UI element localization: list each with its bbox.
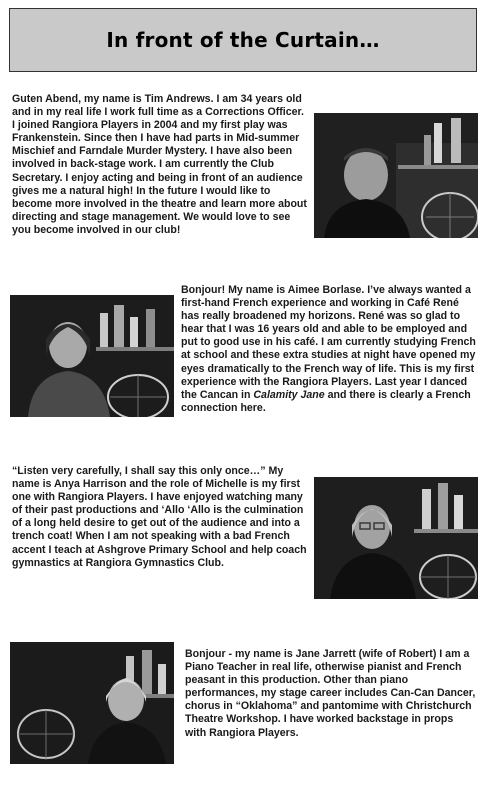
photo-tim-andrews [314, 113, 478, 238]
profile-tim-text: Guten Abend, my name is Tim Andrews. I am 34 years old and in my real life I work full time as a Corrections Officer. I joined Rangiora Players in 2004 and my first play was Frankenstein. Since then I have had parts in Mid-summer Mischief and Farndale Murder Mystery. I have also been involved in back-stage work. I am currently the Club Secretary. I enjoy acting and being in front of an audience gives me a natural high! In the future I would like to become more involved in the theatre and learn more about directing and stage management. We would love to see you become involved in our club! [12, 93, 307, 236]
calamity-jane-title: Calamity Jane [253, 388, 325, 401]
profile-anya-text: “Listen very carefully, I shall say this only once…” My name is Anya Harrison and the role of Michelle is my first one with Rangiora Players. I have enjoyed watching many of their past productions and ‘Allo ‘Allo is the culmination of a long held desire to get out of the audience and into a trench coat! When I am not speaking with a bad French accent I teach at Ashgrove Primary School and help coach gymnastics at Rangiora Gymnastics Club. [12, 465, 307, 569]
profile-aimee-text-part1: Bonjour! My name is Aimee Borlase. I’ve always wanted a first-hand French experience and working in Café René has really broadened my horizons. René was so glad to hear that I was 16 years old and able to be employed and put to good use in his café. I am currently studying French at school and these extra studies at night have opened my eyes dramatically to the French way of life. This is my first experience with the Rangiora Players. Last year I danced the Cancan in [181, 284, 476, 401]
title-banner [9, 8, 477, 72]
profile-aimee-text [181, 284, 477, 415]
page-title: In front of the Curtain… [106, 28, 380, 52]
photo-aimee-borlase [10, 295, 174, 417]
profile-jane-text: Bonjour - my name is Jane Jarrett (wife of Robert) I am a Piano Teacher in real life, otherwise pianist and French peasant in this production. Other than piano performances, my stage career includes Can-Can Dancer, chorus in “Oklahoma” and pantomime with Christchurch Theatre Workshop. I have worked backstage in props with Rangiora Players. [185, 648, 476, 739]
photo-anya-harrison [314, 477, 478, 599]
photo-jane-jarrett [10, 642, 174, 764]
profile-aimee-text-part2: and there is clearly a French connection here. [181, 388, 471, 414]
